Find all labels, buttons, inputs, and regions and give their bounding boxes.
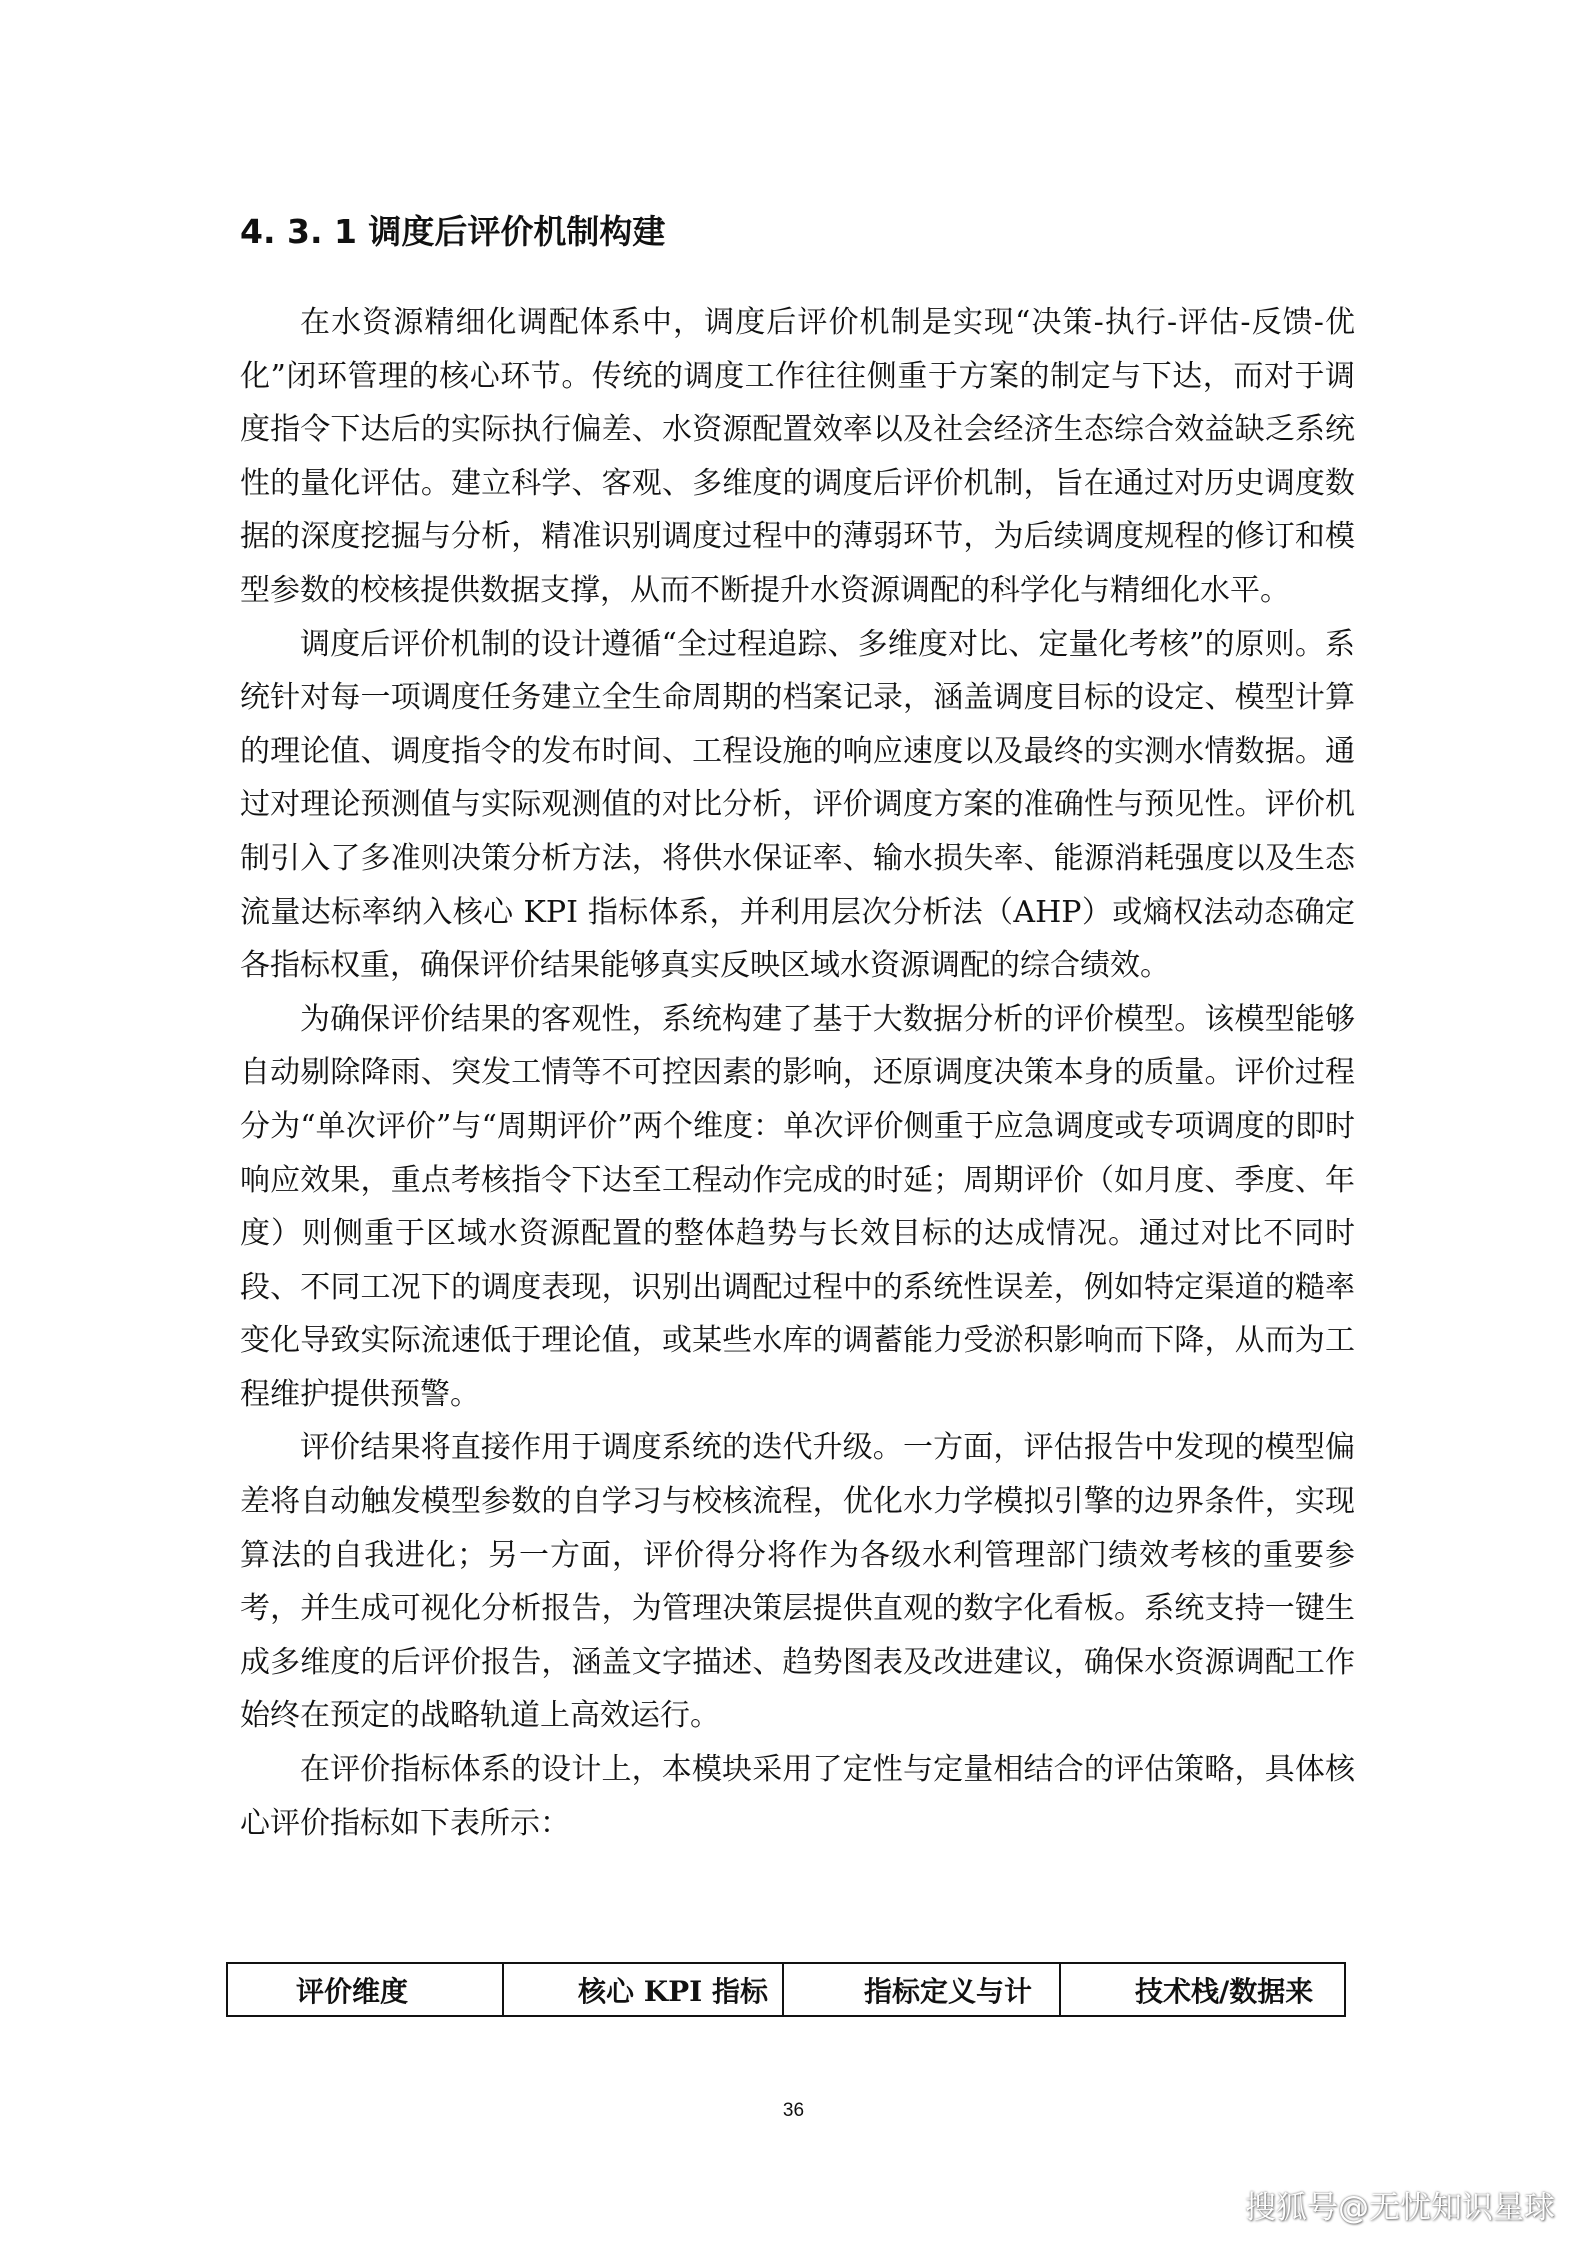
- paragraph: 为确保评价结果的客观性，系统构建了基于大数据分析的评价模型。该模型能够自动剔除降雨、突发工情等不可控因素的影响，还原调度决策本身的质量。评价过程分为“单次评价”与“周期评价”两个维度：单次评价侧重于应急调度或专项调度的即时响应效果，重点考核指令下达至工程动作完成的时延；周期评价（如月度、季度、年度）则侧重于区域水资源配置的整体趋势与长效目标的达成情况。通过对比不同时段、不同工况下的调度表现，识别出调配过程中的系统性误差，例如特定渠道的糙率变化导致实际流速低于理论值，或某些水库的调蓄能力受淤积影响而下降，从而为工程维护提供预警。: [240, 1001, 1355, 1412]
- section-heading: 4. 3. 1 调度后评价机制构建: [240, 212, 666, 251]
- page-number: 36: [782, 2100, 805, 2121]
- table-header-cell: 核心 KPI 指标: [503, 1963, 783, 2016]
- paragraph: 调度后评价机制的设计遵循“全过程追踪、多维度对比、定量化考核”的原则。系统针对每一项调度任务建立全生命周期的档案记录，涵盖调度目标的设定、模型计算的理论值、调度指令的发布时间、工程设施的响应速度以及最终的实测水情数据。通过对理论预测值与实际观测值的对比分析，评价调度方案的准确性与预见性。评价机制引入了多准则决策分析方法，将供水保证率、输水损失率、能源消耗强度以及生态流量达标率纳入核心 KPI 指标体系，并利用层次分析法（AHP）或熵权法动态确定各指标权重，确保评价结果能够真实反映区域水资源调配的综合绩效。: [240, 626, 1355, 984]
- paragraph: 在评价指标体系的设计上，本模块采用了定性与定量相结合的评估策略，具体核心评价指标如下表所示：: [240, 1752, 1355, 1841]
- table-header-cell: 技术栈/数据来: [1060, 1963, 1345, 2016]
- table-header-row: [227, 1963, 1345, 2016]
- table-header-cell: 评价维度: [227, 1963, 503, 2016]
- paragraph: 评价结果将直接作用于调度系统的迭代升级。一方面，评估报告中发现的模型偏差将自动触发模型参数的自学习与校核流程，优化水力学模拟引擎的边界条件，实现算法的自我进化；另一方面，评价得分将作为各级水利管理部门绩效考核的重要参考，并生成可视化分析报告，为管理决策层提供直观的数字化看板。系统支持一键生成多维度的后评价报告，涵盖文字描述、趋势图表及改进建议，确保水资源调配工作始终在预定的战略轨道上高效运行。: [240, 1430, 1355, 1734]
- kpi-table: [226, 1962, 1346, 2017]
- table-header-cell: 指标定义与计: [783, 1963, 1060, 2016]
- watermark: 搜狐号@无忧知识星球: [1245, 2190, 1555, 2226]
- body-text: [240, 296, 1355, 1850]
- paragraph: 在水资源精细化调配体系中，调度后评价机制是实现“决策-执行-评估-反馈-优化”闭环管理的核心环节。传统的调度工作往往侧重于方案的制定与下达，而对于调度指令下达后的实际执行偏差、水资源配置效率以及社会经济生态综合效益缺乏系统性的量化评估。建立科学、客观、多维度的调度后评价机制，旨在通过对历史调度数据的深度挖掘与分析，精准识别调度过程中的薄弱环节，为后续调度规程的修订和模型参数的校核提供数据支撑，从而不断提升水资源调配的科学化与精细化水平。: [240, 305, 1355, 608]
